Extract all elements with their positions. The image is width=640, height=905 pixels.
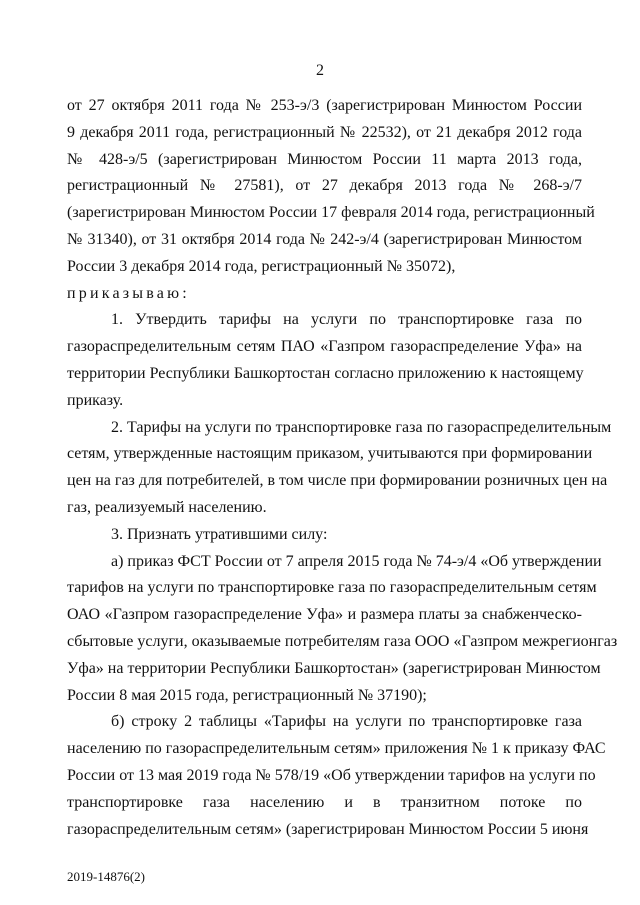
text-line: приказу.: [67, 391, 124, 409]
text-line: Уфа» на территории Республики Башкортостан» (зарегистрирован Минюстом: [67, 659, 601, 677]
text-line: 2. Тарифы на услуги по транспортировке газа по газораспределительным: [111, 418, 612, 436]
text-line: сетям, утвержденные настоящим приказом, учитываются при формировании: [67, 445, 593, 463]
text-line: 9 декабря 2011 года, регистрационный № 22532), от 21 декабря 2012 года: [67, 123, 582, 141]
text-line: России 3 декабря 2014 года, регистрационный № 35072),: [67, 257, 456, 275]
paragraph-continuation: [67, 93, 595, 281]
text-line: России 8 мая 2015 года, регистрационный № 37190);: [67, 686, 427, 704]
text-line: транспортировке газа населению и в транзитном потоке по: [67, 793, 582, 811]
order-word: приказываю:: [67, 284, 190, 302]
text-line: газ, реализуемый населению.: [67, 498, 267, 516]
text-line: 1. Утвердить тарифы на услуги по транспортировке газа по: [111, 311, 582, 329]
paragraph-item-1: [67, 307, 582, 414]
text-line: населению по газораспределительным сетям» приложения № 1 к приказу ФАС: [67, 740, 606, 758]
text-line: России от 13 мая 2019 года № 578/19 «Об утверждении тарифов на услуги по: [67, 766, 596, 784]
text-line: сбытовые услуги, оказываемые потребителям газа ООО «Газпром межрегионгаз: [67, 632, 618, 650]
document-code: 2019-14876(2): [67, 869, 145, 884]
text-line: а) приказ ФСТ России от 7 апреля 2015 года № 74-э/4 «Об утверждении: [111, 552, 602, 570]
paragraph-item-3a: [67, 549, 618, 710]
text-line: ОАО «Газпром газораспределение Уфа» и размера платы за снабженческо-: [67, 606, 582, 624]
text-line: от 27 октября 2011 года № 253-э/3 (зарегистрирован Минюстом России: [67, 97, 582, 114]
text-line: регистрационный № 27581), от 27 декабря 2013 года № 268-э/7: [67, 177, 582, 195]
paragraph-item-2: [67, 415, 612, 522]
paragraph-order-word: [67, 281, 582, 308]
document-body: [67, 93, 618, 843]
text-line: № 428-э/5 (зарегистрирован Минюстом России 11 марта 2013 года,: [67, 150, 582, 168]
text-line: газораспределительным сетям» (зарегистрирован Минюстом России 5 июня: [67, 820, 589, 838]
text-line: тарифов на услуги по транспортировке газа по газораспределительным сетям: [67, 579, 597, 597]
text-line: 3. Признать утратившими силу:: [111, 525, 328, 543]
text-line: № 31340), от 31 октября 2014 года № 242-э/4 (зарегистрирован Минюстом: [67, 230, 582, 248]
page-number: 2: [316, 62, 324, 79]
text-line: (зарегистрирован Минюстом России 17 февраля 2014 года, регистрационный: [67, 204, 595, 222]
text-line: цен на газ для потребителей, в том числе при формировании розничных цен на: [67, 472, 608, 490]
text-line: б) строку 2 таблицы «Тарифы на услуги по транспортировке газа: [111, 713, 582, 731]
text-line: газораспределительным сетям ПАО «Газпром газораспределение Уфа» на: [67, 338, 582, 356]
paragraph-item-3b: [67, 709, 606, 843]
text-line: территории Республики Башкортостан согласно приложению к настоящему: [67, 364, 584, 382]
paragraph-item-3: [67, 522, 582, 549]
